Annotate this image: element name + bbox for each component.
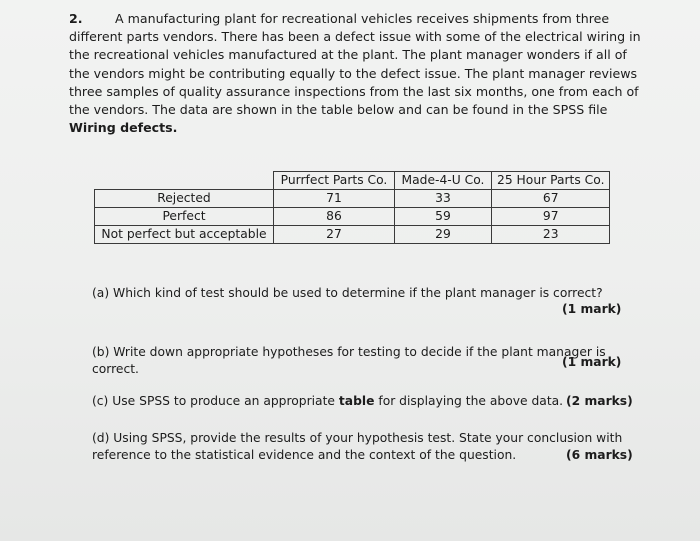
table-cell: 86 (274, 208, 395, 226)
part-c-text (92, 393, 563, 410)
table-cell: 33 (395, 190, 492, 208)
part-b-text-line1: (b) Write down appropriate hypotheses for testing to decide if the plant manager is (92, 345, 606, 359)
part-c-text-after: for displaying the above data. (374, 394, 564, 408)
table-row (95, 226, 610, 244)
column-header: 25 Hour Parts Co. (492, 172, 610, 190)
part-a-marks: (1 mark) (562, 302, 622, 316)
part-c-text-before: (c) Use SPSS to produce an appropriate (92, 394, 339, 408)
column-header: Purrfect Parts Co. (274, 172, 395, 190)
part-d-marks: (6 marks) (566, 448, 633, 462)
row-label: Rejected (95, 190, 274, 208)
table-row (95, 208, 610, 226)
part-c-text-bold: table (338, 394, 375, 408)
column-header: Made-4-U Co. (395, 172, 492, 190)
part-c-marks: (2 marks) (566, 394, 633, 408)
intro-text: A manufacturing plant for recreational vehicles receives shipments from three different parts vendors. There has been a defect issue with some of the electrical wiring in the recreational vehicles manufactured at the plant. The plant manager wonders if all of the vendors might be contributing equally to the defect issue. The plant manager reviews three samples of quality assurance inspections from the last six months, one from each of the vendors. The data are shown in the table below and can be found in the SPSS file (69, 11, 641, 118)
data-table (94, 171, 610, 244)
table-cell: 71 (274, 190, 395, 208)
table-corner (95, 172, 274, 190)
spss-file-name: Wiring defects. (69, 120, 178, 136)
part-d-text-line2: reference to the statistical evidence and the context of the question. (92, 448, 517, 462)
table-cell: 27 (274, 226, 395, 244)
table-header-row (95, 172, 610, 190)
table-row (95, 190, 610, 208)
row-label: Perfect (95, 208, 274, 226)
question-intro (69, 10, 644, 137)
part-a-text: (a) Which kind of test should be used to determine if the plant manager is correct? (92, 286, 603, 300)
part-b-marks: (1 mark) (562, 355, 622, 369)
row-label: Not perfect but acceptable (95, 226, 274, 244)
table-cell: 59 (395, 208, 492, 226)
part-d-text-line1: (d) Using SPSS, provide the results of your hypothesis test. State your conclusion with (92, 431, 623, 445)
table-cell: 67 (492, 190, 610, 208)
table-cell: 97 (492, 208, 610, 226)
table-cell: 29 (395, 226, 492, 244)
part-b-text-line2: correct. (92, 362, 139, 376)
question-number: 2. (69, 11, 83, 26)
table-cell: 23 (492, 226, 610, 244)
